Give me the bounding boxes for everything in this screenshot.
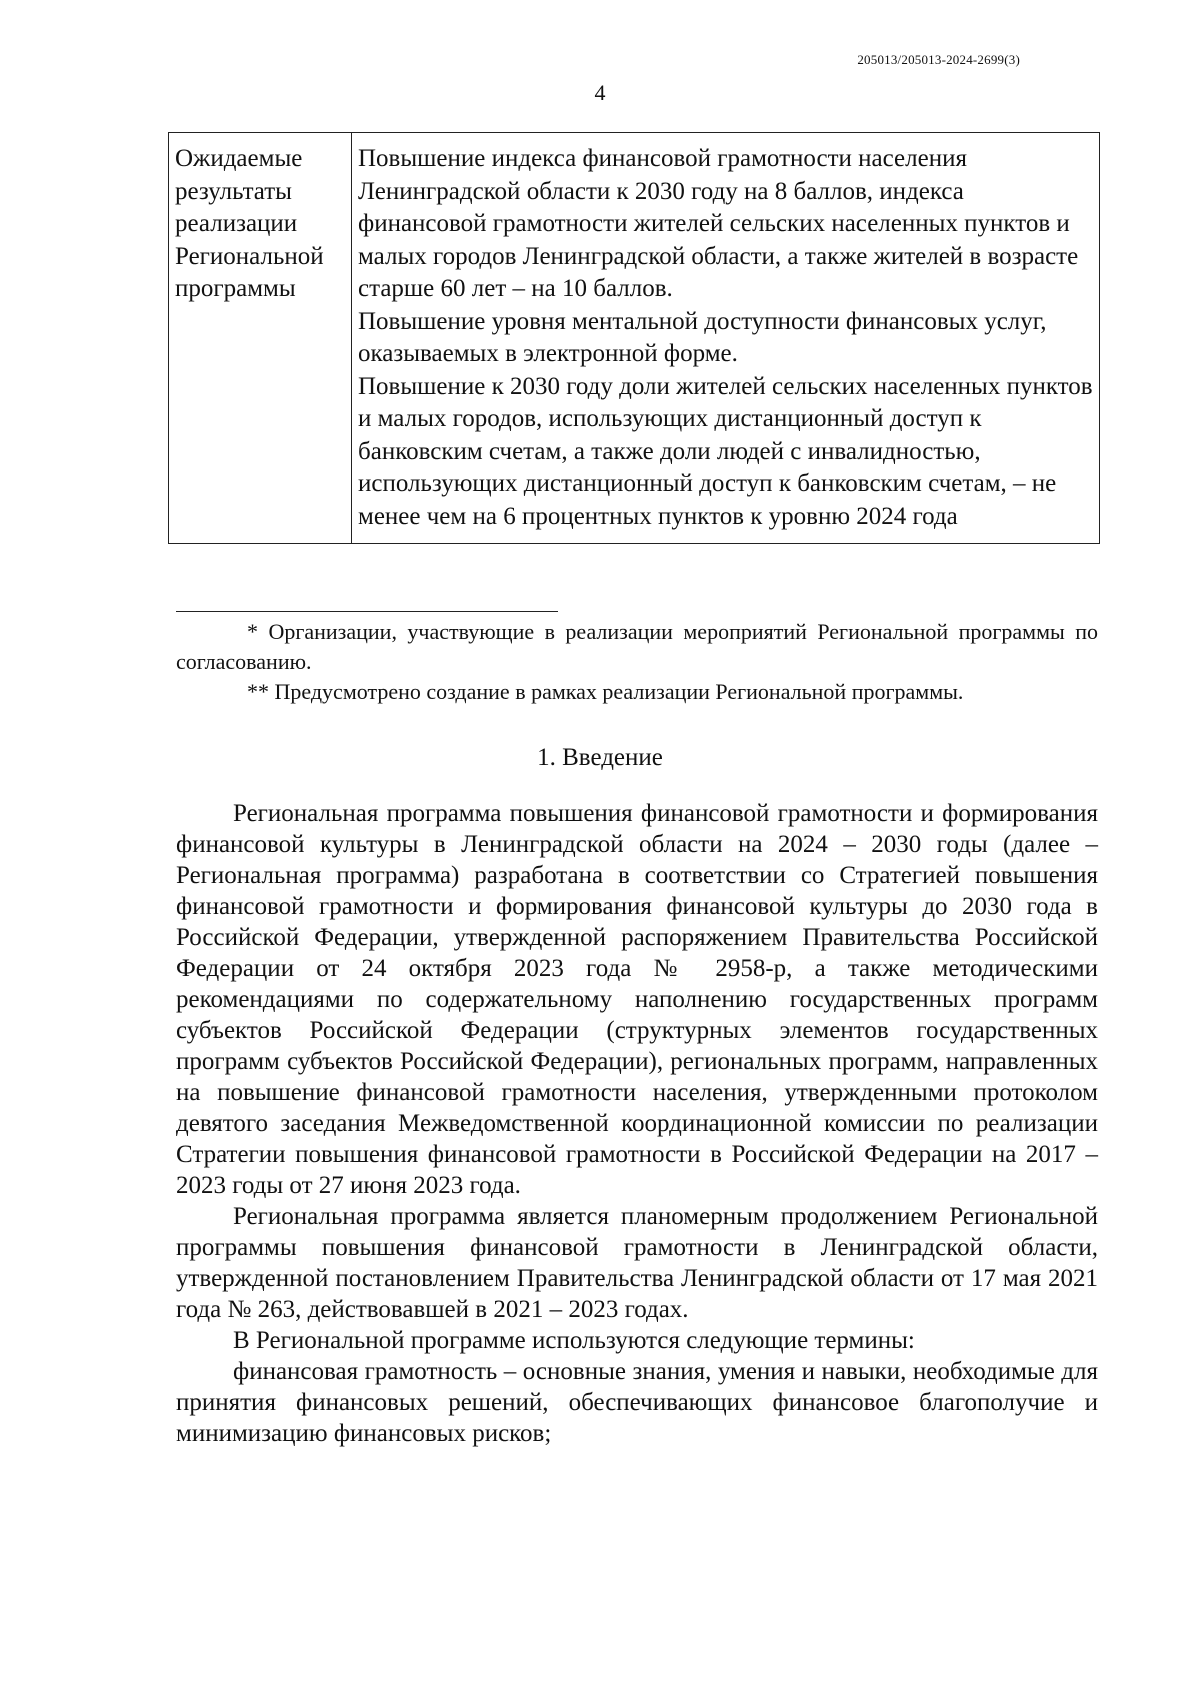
footnote-1: * Организации, участвующие в реализации мероприятий Региональной программы по согласованию.: [176, 619, 1098, 674]
expected-result-3: Повышение к 2030 году доли жителей сельских населенных пунктов и малых городов, использующих дистанционный доступ к банковским счетам, а также доли людей с инвалидностью, использующих дистанционный доступ к банковским счетам, – не менее чем на 6 процентных пунктов к уровню 2024 года: [358, 372, 1093, 530]
expected-result-2: Повышение уровня ментальной доступности финансовых услуг, оказываемых в электронной форме.: [358, 307, 1047, 367]
table-row: [169, 133, 1100, 544]
section-body: [176, 798, 1098, 1449]
paragraph: Региональная программа является планомерным продолжением Региональной программы повышения финансовой грамотности в Ленинградской области, утвержденной постановлением Правительства Ленинградской области от 17 мая 2021 года № 263, действовавшей в 2021 – 2023 годах.: [176, 1203, 1098, 1323]
paragraph: финансовая грамотность – основные знания, умения и навыки, необходимые для принятия финансовых решений, обеспечивающих финансовое благополучие и минимизацию финансовых рисков;: [176, 1358, 1098, 1447]
footnote-2: ** Предусмотрено создание в рамках реализации Региональной программы.: [247, 679, 964, 704]
section-heading: 1. Введение: [537, 744, 663, 771]
page-number: 4: [594, 80, 606, 105]
paragraph: В Региональной программе используются следующие термины:: [233, 1327, 915, 1354]
footnotes: [176, 617, 1098, 707]
expected-result-1: Повышение индекса финансовой грамотности населения Ленинградской области к 2030 году на 8 баллов, индекса финансовой грамотности жителей сельских населенных пунктов и малых городов Ленинградской области, а также жителей в возрасте старше 60 лет – на 10 баллов.: [358, 145, 1079, 302]
table-cell-label: Ожидаемые результаты реализации Региональной программы: [169, 133, 352, 544]
paragraph: Региональная программа повышения финансовой грамотности и формирования финансовой культуры в Ленинградской области на 2024 – 2030 годы (далее – Региональная программа) разработана в соответствии со Стратегией повышения финансовой грамотности и формирования финансовой культуры до 2030 года в Российской Федерации, утвержденной распоряжением Правительства Российской Федерации от 24 октября 2023 года № 2958-р, а также методическими рекомендациями по содержательному наполнению государственных программ субъектов Российской Федерации (структурных элементов государственных программ субъектов Российской Федерации), региональных программ, направленных на повышение финансовой грамотности населения, утвержденными протоколом девятого заседания Межведомственной координационной комиссии по реализации Стратегии повышения финансовой грамотности в Российской Федерации на 2017 – 2023 годы от 27 июня 2023 года.: [176, 800, 1098, 1199]
footnote-separator: [176, 611, 558, 612]
program-passport-table: [168, 132, 1100, 544]
table-cell-value: [352, 133, 1100, 544]
document-registration-number: 205013/205013-2024-2699(3): [857, 52, 1020, 67]
